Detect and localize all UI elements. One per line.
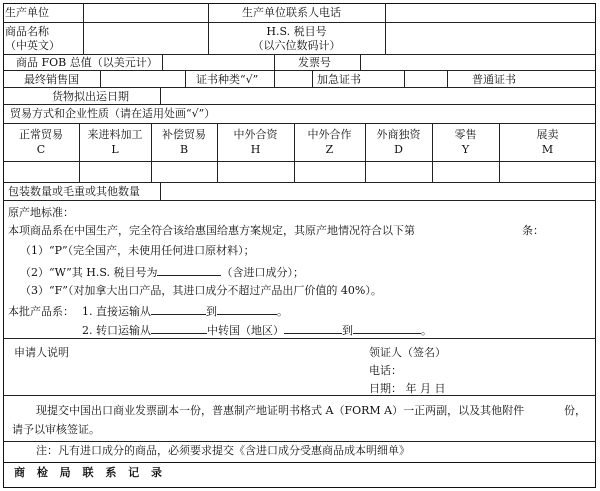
- row-divider: [3, 123, 596, 124]
- declaration-line2: 请予以审核签证。: [12, 423, 100, 436]
- col-divider: [404, 70, 405, 87]
- trade-mode-title: 贸易方式和企业性质（请在适用处画“√”）: [10, 107, 216, 120]
- date-label: 日期： 年 月 日: [369, 382, 446, 395]
- row-divider: [3, 87, 596, 88]
- hs-code-sub-label: （以六位数码计）: [252, 39, 341, 52]
- inspection-record-title: 商 检 局 联 系 记 录: [14, 466, 166, 479]
- col-divider: [185, 70, 186, 87]
- product-name-sub-label: （中英文）: [5, 39, 60, 52]
- row-divider: [3, 338, 596, 339]
- ship-date-label: 货物拟出运日期: [52, 90, 129, 103]
- trade-col-code: Y: [461, 143, 470, 156]
- col-divider: [274, 70, 275, 87]
- col-divider: [100, 70, 101, 87]
- origin-intro: 本项商品系在中国生产，完全符合该给惠国给惠方案规定，其原产地情况符合以下第: [8, 224, 415, 237]
- packing-label: 包装数量或毛重或其他数量: [8, 185, 140, 198]
- direct-from-blank[interactable]: [151, 303, 206, 315]
- signer-label: 领证人（签名）: [369, 346, 446, 359]
- trade-col-label: 展卖: [536, 128, 559, 141]
- trade-col-label: 零售: [454, 128, 477, 141]
- trade-col-label: 中外合资: [233, 128, 278, 141]
- row-divider: [3, 395, 596, 396]
- batch-label: 本批产品系： 1. 直接运输从 到 。: [8, 305, 288, 318]
- applicant-statement-label: 申请人说明: [14, 346, 69, 359]
- col-divider: [83, 3, 84, 54]
- cert-type-label: 证书种类“√”: [196, 73, 259, 86]
- hs-code-blank[interactable]: [157, 264, 221, 276]
- trade-col-code: H: [250, 143, 261, 156]
- row-divider: [3, 182, 596, 183]
- declaration-line1-end: 份，: [564, 404, 586, 417]
- producer-contact-label: 生产单位联系人电话: [242, 6, 341, 19]
- trade-col-label: 正常贸易: [19, 128, 63, 141]
- col-divider: [447, 70, 448, 87]
- row-divider: [3, 200, 596, 201]
- col-divider: [360, 54, 361, 70]
- direct-to-blank[interactable]: [217, 303, 277, 315]
- accelerated-cert-label: 加急证书: [317, 73, 361, 86]
- origin-w: （2）“W”其 H.S. 税目号为 （含进口成分）；: [20, 266, 304, 279]
- trade-col-label: 补偿贸易: [162, 128, 206, 141]
- row-divider: [3, 441, 596, 442]
- ordinary-cert-label: 普通证书: [472, 73, 516, 86]
- origin-p: （1）“P”（完全国产，未使用任何进口原材料）；: [20, 244, 255, 257]
- transit-country-blank[interactable]: [284, 322, 342, 334]
- row-divider: [3, 161, 596, 162]
- trade-col-label: 外商独资: [376, 128, 421, 141]
- destination-label: 最终销售国: [24, 73, 79, 86]
- col-divider: [160, 87, 161, 104]
- product-name-label: 商品名称: [5, 25, 49, 38]
- origin-intro-end: 条：: [522, 224, 544, 237]
- trade-col-code: Z: [325, 143, 334, 156]
- col-divider: [160, 182, 161, 200]
- trade-col-code: M: [541, 143, 554, 156]
- trade-col-code: D: [394, 143, 403, 156]
- row-divider: [3, 54, 596, 55]
- trade-col-code: B: [179, 143, 189, 156]
- transit-from-blank[interactable]: [151, 322, 207, 334]
- producer-label: 生产单位: [5, 6, 49, 19]
- declaration-note: 注：凡有进口成分的商品，必须要求提交《含进口成分受惠商品成本明细单》: [36, 444, 410, 457]
- trade-col-code: L: [111, 143, 119, 156]
- origin-title: 原产地标准：: [8, 206, 74, 219]
- col-divider: [312, 70, 313, 87]
- transit-line: 2. 转口运输从 中转国（地区） 到 。: [82, 324, 432, 337]
- row-divider: [3, 22, 596, 23]
- trade-col-label: 中外合作: [307, 128, 352, 141]
- transit-to-blank[interactable]: [353, 322, 421, 334]
- hs-code-label: H.S. 税目号: [266, 25, 327, 38]
- col-divider: [162, 54, 163, 70]
- fob-label: 商品 FOB 总值（以美元计）: [16, 56, 158, 69]
- trade-col-code: C: [36, 143, 46, 156]
- col-divider: [385, 3, 386, 54]
- col-divider: [274, 54, 275, 70]
- row-divider: [3, 70, 596, 71]
- declaration-line1: 现提交中国出口商业发票副本一份，普惠制产地证明书格式 A（FORM A）一正两副，以及其他附件: [36, 404, 525, 417]
- invoice-label: 发票号: [298, 56, 331, 69]
- phone-label: 电话：: [369, 364, 402, 377]
- trade-col-label: 来进料加工: [87, 128, 143, 141]
- row-divider: [3, 462, 596, 463]
- row-divider: [3, 104, 596, 105]
- origin-f: （3）“F”（对加拿大出口产品，其进口成分不超过产品出厂价值的 40%）。: [20, 284, 382, 297]
